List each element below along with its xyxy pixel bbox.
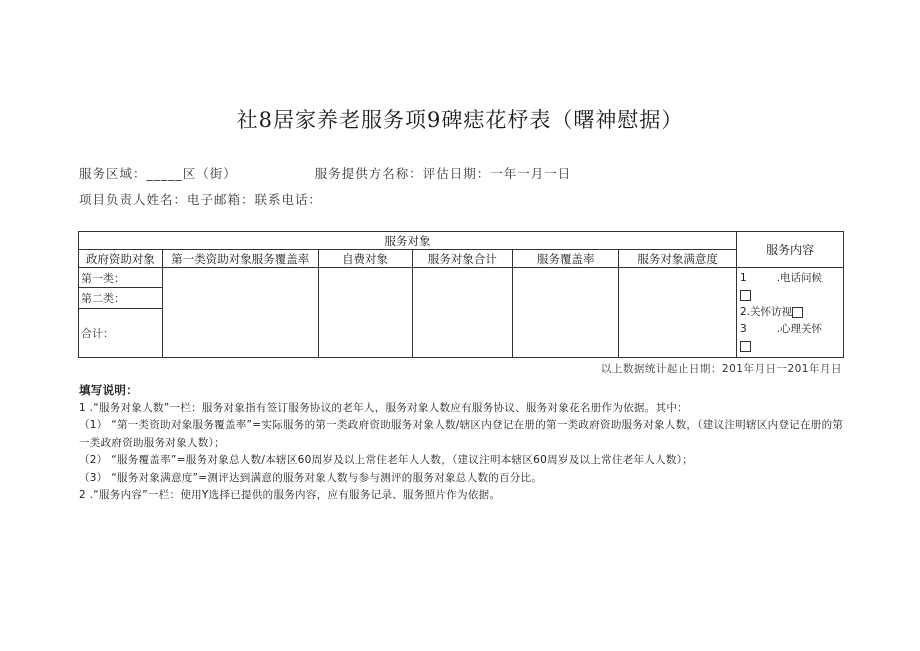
service-table: [78, 231, 844, 358]
row-label-second-class: 第二类：: [79, 288, 163, 308]
meta-line-1: [79, 164, 571, 182]
instructions: [79, 382, 849, 505]
service-area: 服务区域：_____区（街）: [79, 166, 237, 181]
instruction-line: 1 .“服务对象人数”一栏：服务对象指有签订服务协议的老年人，服务对象人数应有服务协议、服务对象花名册作为依据。其中：: [79, 401, 688, 414]
service-item-visit[interactable]: 2.关怀访视: [740, 304, 840, 321]
instruction-line: 2 .“服务内容”一栏：使用Y选择已提供的服务内容，应有服务记录、服务照片作为依据。: [79, 489, 501, 501]
col-header-satisfaction: 服务对象满意度: [619, 250, 737, 268]
contact-line: 项目负责人姓名：电子邮箱：联系电话：: [79, 192, 323, 207]
cell-coverage-first-class[interactable]: [162, 268, 318, 358]
col-header-coverage-rate: 服务覆盖率: [513, 250, 619, 268]
instruction-line: （1） “第一类资助对象服务覆盖率”=实际服务的第一类政府资助服务对象人数/辖区内登记在册的第一类政府资助服务对象人数，（建议注明辖区内登记在册的第一类政府资助服务对象人数）；: [79, 419, 844, 449]
checkbox-visit[interactable]: [792, 307, 803, 318]
col-header-total: 服务对象合计: [412, 250, 513, 268]
instruction-line: （3） “服务对象满意度”=测评达到满意的服务对象人数与参与测评的服务对象总人数的百分比。: [79, 471, 543, 484]
checkbox-phone[interactable]: [740, 290, 751, 301]
cell-self-paid[interactable]: [318, 268, 412, 358]
col-header-self-paid: 自费对象: [318, 250, 412, 268]
cell-total[interactable]: [412, 268, 513, 358]
service-content-list: [736, 268, 843, 358]
document-title: 社8居家养老服务项9碑痣花杼表（曙神慰据）: [236, 108, 684, 132]
provider-and-date: 服务提供方名称：评估日期：一年一月一日: [314, 166, 572, 181]
checkbox-psych[interactable]: [740, 341, 751, 352]
cell-coverage-rate[interactable]: [513, 268, 619, 358]
service-item-psych[interactable]: 3 .心理关怀: [739, 323, 823, 335]
row-label-total: 合计：: [79, 308, 163, 357]
group-header-service-objects: 服务对象: [79, 232, 737, 250]
row-label-first-class: 第一类：: [79, 268, 163, 288]
instruction-line: （2） “服务覆盖率”=服务对象总人数/本辖区60周岁及以上常住老年人人数，（建议注明本辖区60周岁及以上常住老年人人数）；: [79, 454, 694, 466]
instructions-heading: 填写说明：: [79, 383, 138, 397]
cell-satisfaction[interactable]: [619, 268, 737, 358]
col-header-coverage-first-class: 第一类资助对象服务覆盖率: [162, 250, 318, 268]
stat-date-range: 以上数据统计起止日期：201年月日一201年月日: [600, 363, 842, 375]
service-content-header: 服务内容: [736, 232, 843, 268]
col-header-gov-funded: 政府资助对象: [79, 250, 163, 268]
service-item-phone[interactable]: 1 .电话问候: [739, 272, 823, 284]
